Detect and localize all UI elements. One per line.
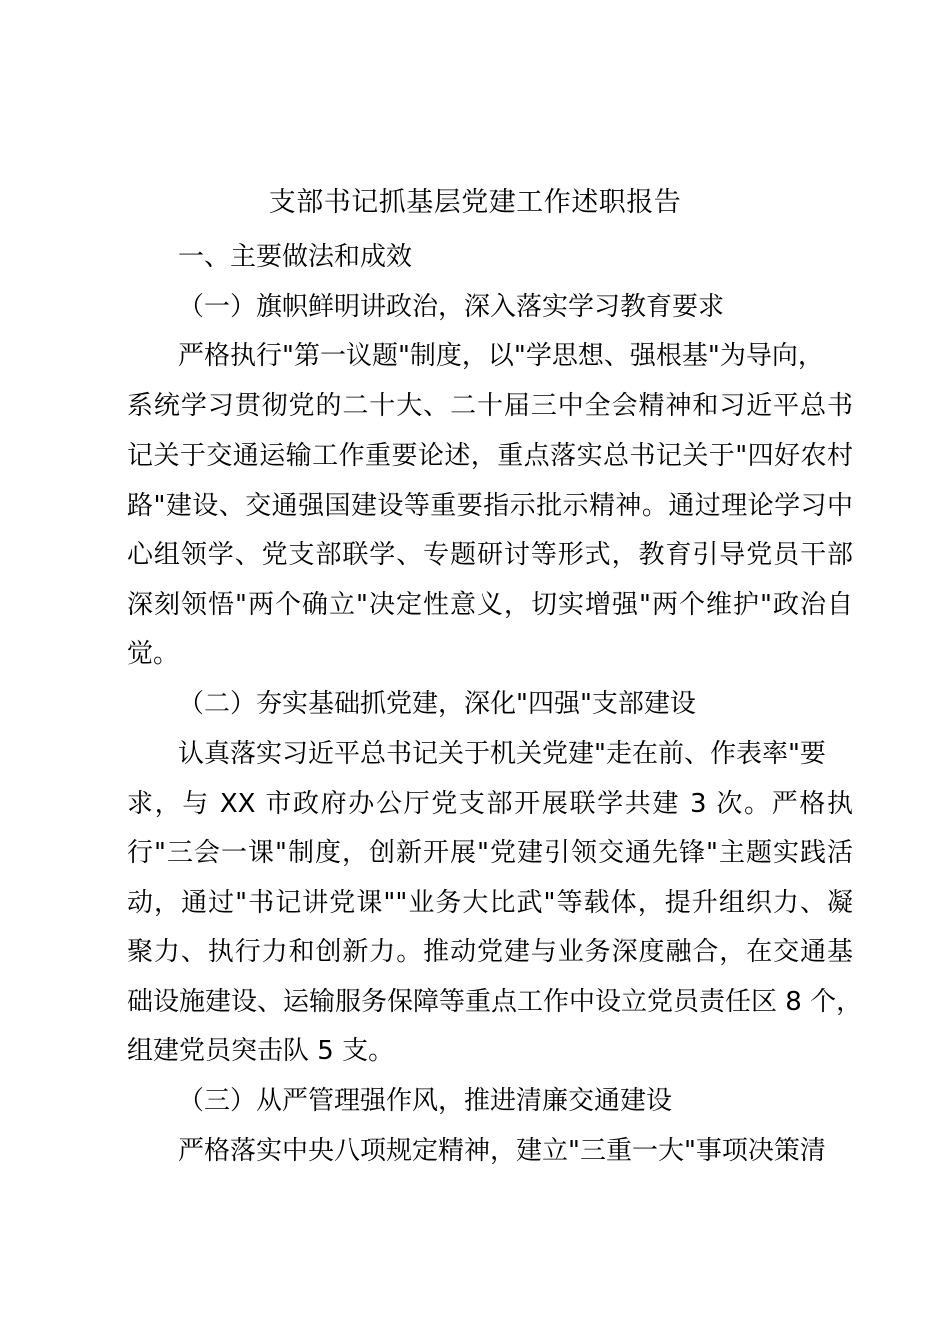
paragraph-line: 系统学习贯彻党的二十大、二十届三中全会精神和习近平总书 <box>127 391 853 421</box>
paragraph-line: 严格落实中央八项规定精神，建立"三重一大"事项决策清 <box>178 1136 826 1166</box>
section-heading: 一、主要做法和成效 <box>178 242 413 272</box>
paragraph-line: 路"建设、交通强国建设等重要指示批示精神。通过理论学习中 <box>127 491 853 521</box>
paragraph-line: 组建党员突击队 5 支。 <box>127 1036 395 1066</box>
paragraph-line: 求，与 XX 市政府办公厅党支部开展联学共建 3 次。严格执 <box>127 789 853 819</box>
subsection-heading-2: （二）夯实基础抓党建，深化"四强"支部建设 <box>178 689 696 719</box>
paragraph-line: 行"三会一课"制度，创新开展"党建引领交通先锋"主题实践活 <box>127 838 853 868</box>
paragraph-line: 心组领学、党支部联学、专题研讨等形式，教育引导党员干部 <box>127 540 853 570</box>
paragraph-line: 记关于交通运输工作重要论述，重点落实总书记关于"四好农村 <box>127 441 853 471</box>
paragraph-line: 动，通过"书记讲党课""业务大比武"等载体，提升组织力、凝 <box>127 888 853 918</box>
paragraph-line: 础设施建设、运输服务保障等重点工作中设立党员责任区 8 个， <box>127 987 863 1017</box>
paragraph-line: 严格执行"第一议题"制度，以"学思想、强根基"为导向， <box>178 341 824 371</box>
paragraph-line: 认真落实习近平总书记关于机关党建"走在前、作表率"要 <box>178 739 826 769</box>
document-title: 支部书记抓基层党建工作述职报告 <box>268 187 682 218</box>
paragraph-line: 觉。 <box>127 639 180 669</box>
subsection-heading-3: （三）从严管理强作风，推进清廉交通建设 <box>178 1086 673 1116</box>
subsection-heading-1: （一）旗帜鲜明讲政治，深入落实学习教育要求 <box>178 292 725 322</box>
paragraph-line: 聚力、执行力和创新力。推动党建与业务深度融合，在交通基 <box>127 937 853 967</box>
paragraph-line: 深刻领悟"两个确立"决定性意义，切实增强"两个维护"政治自 <box>127 590 853 620</box>
